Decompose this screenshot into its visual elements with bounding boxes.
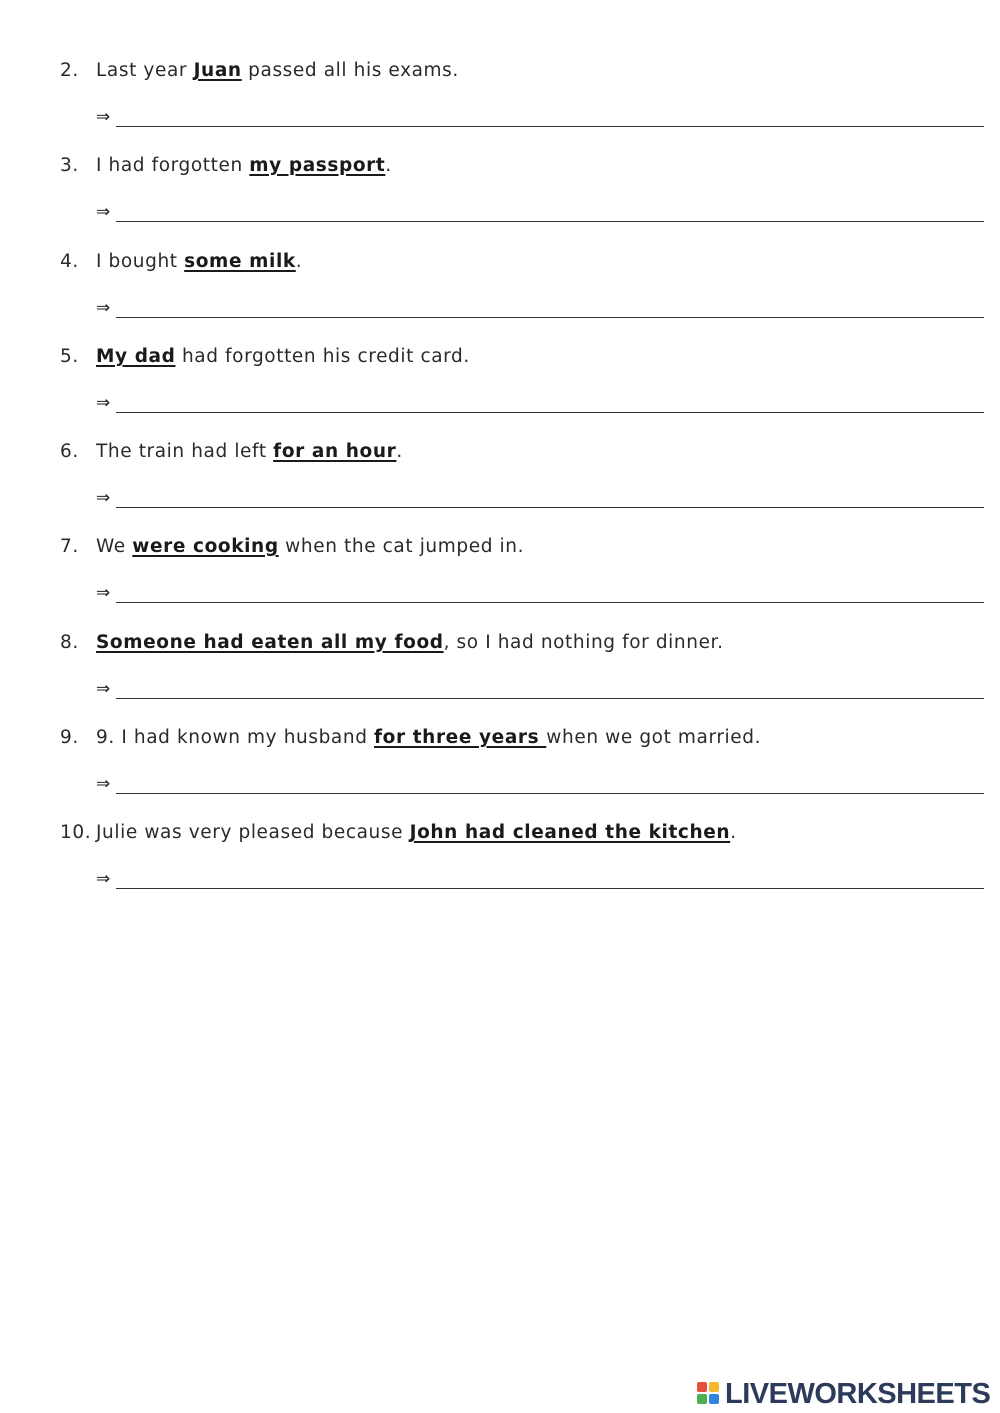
answer-input[interactable] (116, 487, 984, 508)
logo-square-2 (709, 1382, 719, 1392)
highlighted-phrase: Juan (193, 60, 242, 81)
sentence-fragment: . (295, 251, 303, 272)
arrow-icon: ⇒ (96, 774, 111, 794)
question-item (60, 630, 990, 725)
sentence-fragment: 9. I had known my husband (96, 727, 375, 748)
question-text (60, 249, 302, 275)
logo-square-4 (709, 1394, 719, 1404)
arrow-icon: ⇒ (96, 202, 111, 222)
question-number: 10. (60, 822, 92, 843)
answer-input[interactable] (116, 297, 984, 318)
arrow-icon: ⇒ (96, 298, 111, 318)
answer-input[interactable] (116, 582, 984, 603)
answer-row (96, 199, 986, 225)
question-text (60, 58, 459, 84)
sentence-fragment: . (385, 155, 392, 176)
highlighted-phrase: some milk (184, 251, 296, 272)
answer-row (96, 390, 986, 416)
question-text (60, 153, 392, 179)
question-text (60, 630, 724, 656)
arrow-icon: ⇒ (96, 393, 111, 413)
sentence-fragment: I bought (96, 251, 185, 272)
arrow-icon: ⇒ (96, 679, 111, 699)
sentence-fragment: passed all his exams. (241, 60, 459, 81)
highlighted-phrase: My dad (96, 346, 176, 367)
question-number: 3. (60, 155, 79, 176)
arrow-icon: ⇒ (96, 107, 111, 127)
answer-row (96, 295, 986, 321)
question-text (60, 439, 403, 465)
question-number: 4. (60, 251, 79, 272)
sentence-fragment: The train had left (96, 441, 274, 462)
sentence-fragment: I had forgotten (96, 155, 250, 176)
answer-input[interactable] (116, 106, 984, 127)
question-number: 8. (60, 632, 79, 653)
sentence-fragment: . (730, 822, 737, 843)
logo-text: LIVEWORKSHEETS (725, 1378, 991, 1410)
liveworksheets-logo-icon (697, 1382, 721, 1406)
answer-row (96, 104, 986, 130)
question-item (60, 153, 990, 248)
question-number: 9. (60, 727, 79, 748)
answer-input[interactable] (116, 392, 984, 413)
logo-square-3 (697, 1394, 707, 1404)
highlighted-phrase: for an hour (273, 441, 397, 462)
highlighted-phrase: were cooking (132, 536, 279, 557)
question-item (60, 725, 990, 820)
answer-row (96, 485, 986, 511)
answer-row (96, 771, 986, 797)
highlighted-phrase: John had cleaned the kitchen (409, 822, 731, 843)
question-text (60, 344, 470, 370)
sentence-fragment: Last year (96, 60, 194, 81)
question-item (60, 249, 990, 344)
sentence-fragment: had forgotten his credit card. (175, 346, 470, 367)
question-text (60, 820, 737, 846)
answer-row (96, 580, 986, 606)
logo-square-1 (697, 1382, 707, 1392)
sentence-fragment: We (96, 536, 133, 557)
sentence-fragment: when the cat jumped in. (278, 536, 525, 557)
question-item (60, 58, 990, 153)
question-number: 5. (60, 346, 79, 367)
answer-row (96, 866, 986, 892)
arrow-icon: ⇒ (96, 488, 111, 508)
question-item (60, 344, 990, 439)
question-text (60, 725, 761, 751)
arrow-icon: ⇒ (96, 583, 111, 603)
question-number: 6. (60, 441, 79, 462)
answer-input[interactable] (116, 868, 984, 889)
answer-input[interactable] (116, 201, 984, 222)
answer-row (96, 676, 986, 702)
sentence-fragment: . (396, 441, 403, 462)
question-number: 2. (60, 60, 79, 81)
question-text (60, 534, 524, 560)
highlighted-phrase: my passport (249, 155, 386, 176)
liveworksheets-logo (697, 1378, 990, 1410)
answer-input[interactable] (116, 678, 984, 699)
arrow-icon: ⇒ (96, 869, 111, 889)
question-number: 7. (60, 536, 79, 557)
question-item (60, 439, 990, 534)
question-item (60, 820, 990, 915)
question-item (60, 534, 990, 629)
answer-input[interactable] (116, 773, 984, 794)
highlighted-phrase: for three years (374, 727, 547, 748)
highlighted-phrase: Someone had eaten all my food (96, 632, 444, 653)
sentence-fragment: , so I had nothing for dinner. (443, 632, 724, 653)
sentence-fragment: Julie was very pleased because (96, 822, 410, 843)
sentence-fragment: when we got married. (546, 727, 762, 748)
